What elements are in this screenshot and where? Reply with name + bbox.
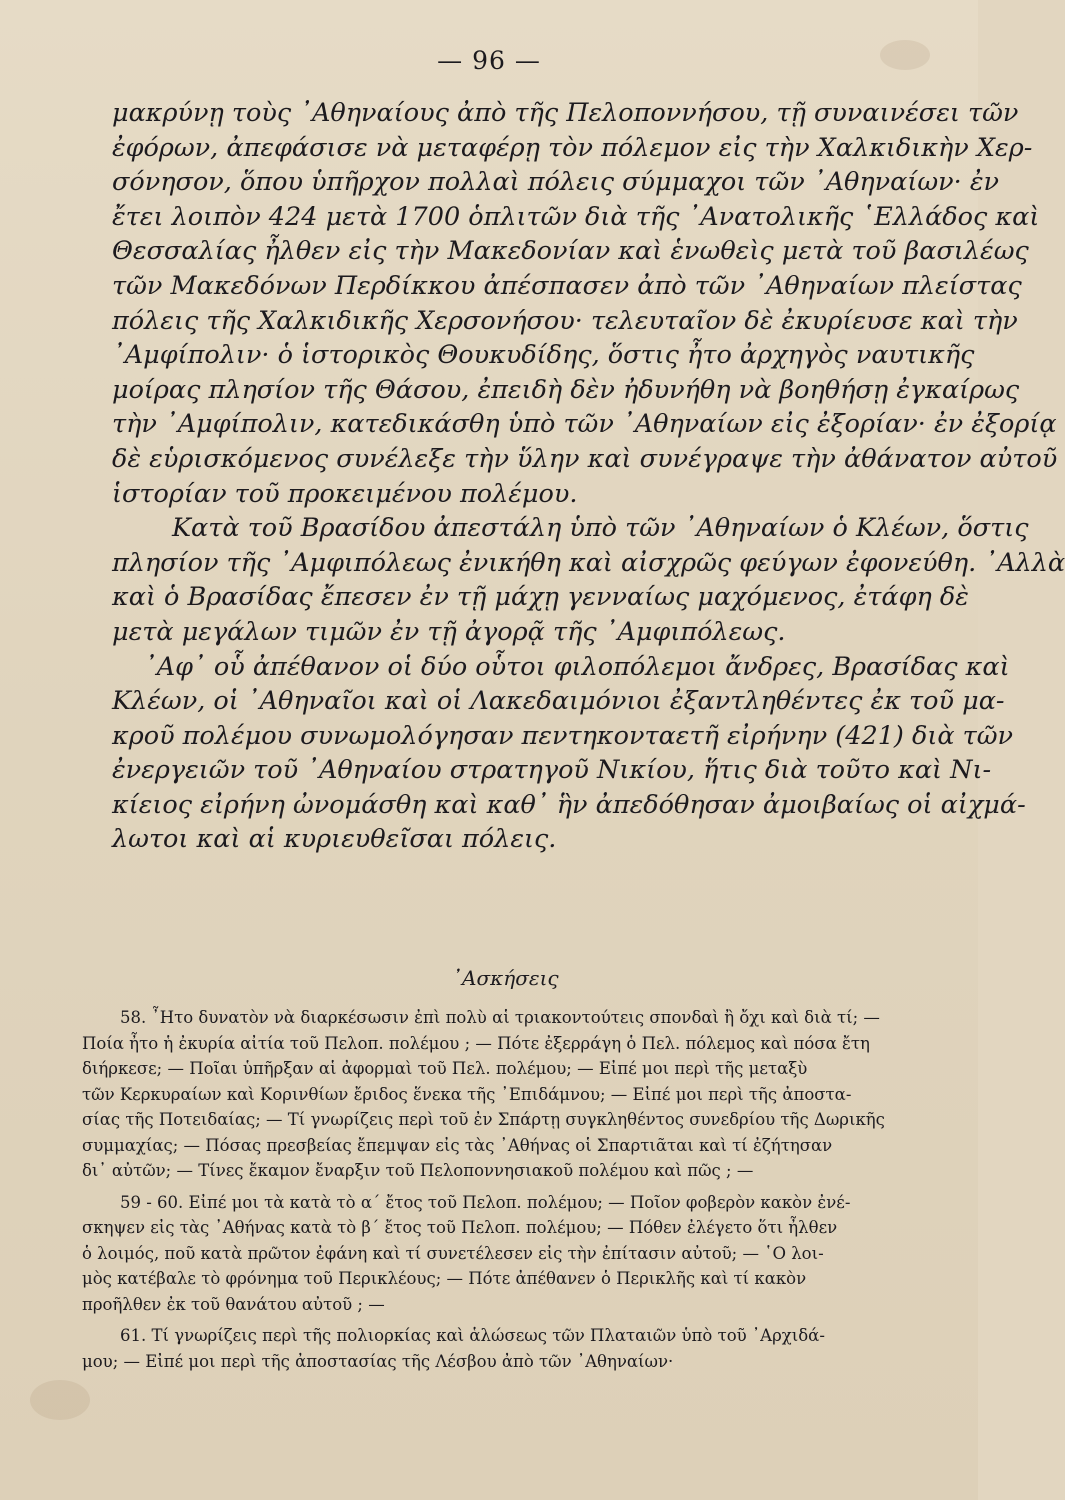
text-line: μετὰ μεγάλων τιμῶν ἐν τῇ ἀγορᾷ τῆς ᾿Αμφιπόλεως. (112, 616, 786, 647)
text-line: ᾿Αφ᾿ οὗ ἀπέθανον οἱ δύο οὗτοι φιλοπόλεμοι ἄνδρες, Βρασίδας καὶ (144, 651, 1010, 682)
exercise-line: τῶν Κερκυραίων καὶ Κορινθίων ἔριδος ἕνεκα τῆς ᾿Επιδάμνου; — Εἰπέ μοι περὶ τῆς ἀποστα- (82, 1084, 852, 1104)
text-line: μοίρας πλησίον τῆς Θάσου, ἐπειδὴ δὲν ἠδυνήθη νὰ βοηθήσῃ ἐγκαίρως (112, 374, 1020, 405)
text-line: τὴν ᾿Αμφίπολιν, κατεδικάσθη ὑπὸ τῶν ᾿Αθηναίων εἰς ἐξορίαν· ἐν ἐξορίᾳ (112, 409, 1057, 440)
exercise-line: προῆλθεν ἐκ τοῦ θανάτου αὐτοῦ ; — (82, 1294, 385, 1314)
exercise-line: συμμαχίας; — Πόσας πρεσβείας ἔπεμψαν εἰς τὰς ᾿Αθήνας οἱ Σπαρτιᾶται καὶ τί ἐζήτησαν (82, 1135, 833, 1155)
text-line: Κλέων, οἱ ᾿Αθηναῖοι καὶ οἱ Λακεδαιμόνιοι ἐξαντληθέντες ἐκ τοῦ μα- (112, 686, 1005, 717)
text-line: πόλεις τῆς Χαλκιδικῆς Χερσονήσου· τελευταῖον δὲ ἐκυρίευσε καὶ τὴν (112, 305, 1018, 336)
text-line: ἐνεργειῶν τοῦ ᾿Αθηναίου στρατηγοῦ Νικίου, ἥτις διὰ τοῦτο καὶ Νι- (112, 755, 992, 786)
exercise-line: ὁ λοιμός, ποῦ κατὰ πρῶτον ἐφάνη καὶ τί συνετέλεσεν εἰς τὴν ἐπίτασιν αὐτοῦ; — ῾Ο λοι- (82, 1243, 824, 1263)
text-line: Κατὰ τοῦ Βρασίδου ἀπεστάλη ὑπὸ τῶν ᾿Αθηναίων ὁ Κλέων, ὅστις (172, 513, 1029, 544)
text-line: μακρύνῃ τοὺς ᾿Αθηναίους ἀπὸ τῆς Πελοποννήσου, τῇ συναινέσει τῶν (112, 98, 1019, 128)
exercise-line: σκηψεν εἰς τὰς ᾿Αθήνας κατὰ τὸ β΄ ἔτος τοῦ Πελοπ. πολέμου; — Πόθεν ἐλέγετο ὅτι ἦλθεν (82, 1218, 838, 1237)
text-line: δὲ εὑρισκόμενος συνέλεξε τὴν ὕλην καὶ συνέγραψε τὴν ἀθάνατον αὐτοῦ (112, 443, 1058, 474)
exercise-line: δι᾿ αὐτῶν; — Τίνες ἔκαμον ἔναρξιν τοῦ Πελοποννησιακοῦ πολέμου καὶ πῶς ; — (82, 1161, 754, 1180)
text-line: λωτοι καὶ αἱ κυριευθεῖσαι πόλεις. (112, 824, 557, 855)
page-number: — 96 — (437, 46, 541, 75)
exercise-line: Ποία ἦτο ἡ ἐκυρία αἰτία τοῦ Πελοπ. πολέμου ; — Πότε ἐξερράγη ὁ Πελ. πόλεμος καὶ πόσα ἔτη (82, 1033, 870, 1053)
exercises-list (82, 1005, 932, 1374)
text-line: ἔτει λοιπὸν 424 μετὰ 1700 ὁπλιτῶν διὰ τῆς ᾿Ανατολικῆς ῾Ελλάδος καὶ (112, 201, 1040, 232)
text-line: τῶν Μακεδόνων Περδίκκου ἀπέσπασεν ἀπὸ τῶν ᾿Αθηναίων πλείστας (112, 270, 1022, 301)
exercise-line: 58. ῏Ητο δυνατὸν νὰ διαρκέσωσιν ἐπὶ πολὺ αἱ τριακοντούτεις σπονδαὶ ἢ ὄχι καὶ διὰ τί; — (120, 1008, 880, 1027)
exercise-line: μὸς κατέβαλε τὸ φρόνημα τοῦ Περικλέους; — Πότε ἀπέθανεν ὁ Περικλῆς καὶ τί κακὸν (82, 1269, 807, 1288)
paper-stain (30, 1380, 90, 1420)
exercise-line: 61. Τί γνωρίζεις περὶ τῆς πολιορκίας καὶ ἁλώσεως τῶν Πλαταιῶν ὑπὸ τοῦ ᾿Αρχιδά- (120, 1326, 825, 1345)
text-line: σόνησον, ὅπου ὑπῆρχον πολλαὶ πόλεις σύμμαχοι τῶν ᾿Αθηναίων· ἐν (112, 167, 1000, 198)
main-text (112, 96, 1065, 857)
text-line: Θεσσαλίας ἦλθεν εἰς τὴν Μακεδονίαν καὶ ἑνωθεὶς μετὰ τοῦ βασιλέως (112, 236, 1029, 267)
exercise-line: μου; — Εἰπέ μοι περὶ τῆς ἀποστασίας τῆς Λέσβου ἀπὸ τῶν ᾿Αθηναίων· (82, 1351, 674, 1371)
text-line: ᾿Αμφίπολιν· ὁ ἱστορικὸς Θουκυδίδης, ὅστις ἦτο ἀρχηγὸς ναυτικῆς (112, 340, 975, 371)
exercises-title: ᾿Ασκήσεις (452, 966, 559, 990)
exercise-line: σίας τῆς Ποτειδαίας; — Τί γνωρίζεις περὶ τοῦ ἐν Σπάρτῃ συγκληθέντος συνεδρίου τῆς Δωρικῆς (82, 1110, 885, 1129)
text-line: ἐφόρων, ἀπεφάσισε νὰ μεταφέρῃ τὸν πόλεμον εἰς τὴν Χαλκιδικὴν Χερ- (112, 132, 1033, 163)
text-line: πλησίον τῆς ᾿Αμφιπόλεως ἐνικήθη καὶ αἰσχρῶς φεύγων ἐφονεύθη. ᾿Αλλὰ (112, 547, 1065, 578)
exercise-line: διήρκεσε; — Ποῖαι ὑπῆρξαν αἱ ἀφορμαὶ τοῦ Πελ. πολέμου; — Εἰπέ μοι περὶ τῆς μεταξὺ (82, 1059, 808, 1078)
text-line: καὶ ὁ Βρασίδας ἔπεσεν ἐν τῇ μάχῃ γενναίως μαχόμενος, ἐτάφη δὲ (112, 582, 969, 613)
exercise-line: 59 - 60. Εἰπέ μοι τὰ κατὰ τὸ α΄ ἔτος τοῦ Πελοπ. πολέμου; — Ποῖον φοβερὸν κακὸν ἐνέ- (120, 1192, 851, 1212)
text-line: ἱστορίαν τοῦ προκειμένου πολέμου. (112, 478, 578, 509)
text-line: κίειος εἰρήνη ὠνομάσθη καὶ καθ᾿ ἣν ἀπεδόθησαν ἀμοιβαίως οἱ αἰχμά- (112, 789, 1026, 820)
text-line: κροῦ πολέμου συνωμολόγησαν πεντηκονταετῆ εἰρήνην (421) διὰ τῶν (112, 720, 1014, 751)
